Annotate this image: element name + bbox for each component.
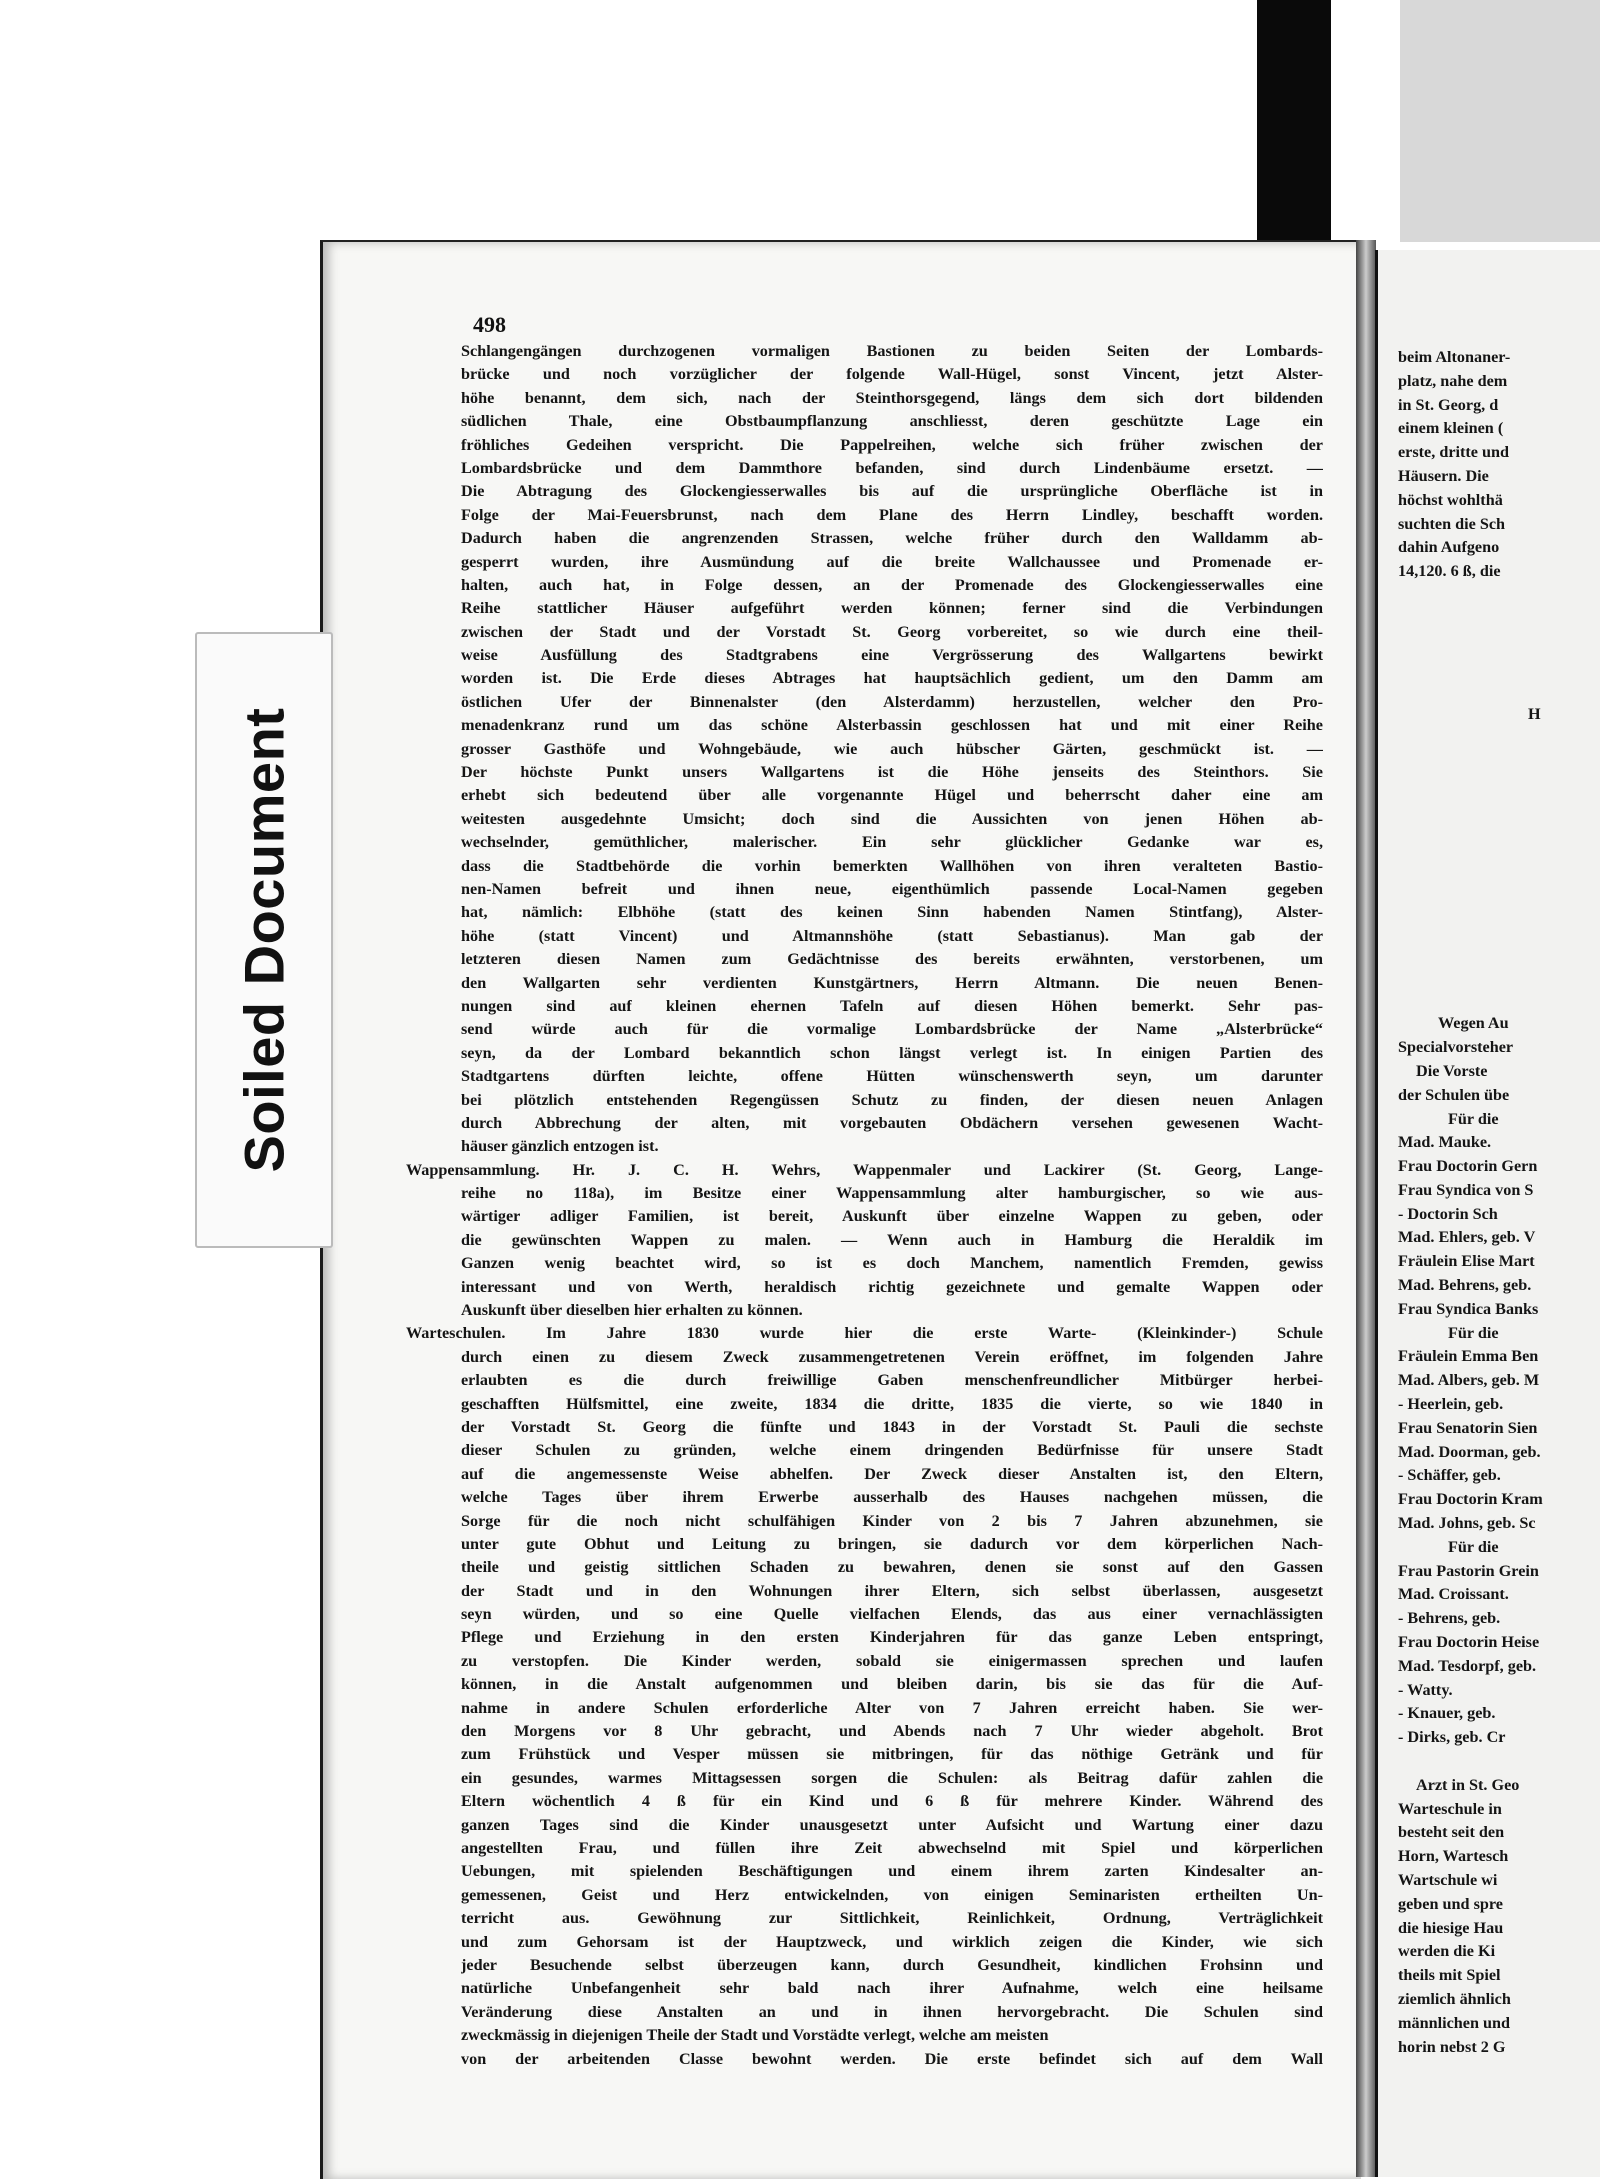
text-line: dieser Schulen zu gründen, welche einem dringenden Bedürfnisse für unsere Stadt <box>461 1441 1323 1460</box>
text-line: der Vorstadt St. Georg die fünfte und 1843 in der Vorstadt St. Pauli die sechste <box>461 1417 1323 1436</box>
text-line: erlaubten es die durch freiwillige Gaben menschenfreundlicher Mitbürger herbei- <box>461 1371 1323 1390</box>
text-line: fröhliches Gedeihen verspricht. Die Pappelreihen, welche sich früher zwischen der <box>461 435 1323 454</box>
right-text-line: 14,120. 6 ß, die <box>1398 562 1501 581</box>
right-text-line: Fräulein Emma Ben <box>1398 1347 1539 1366</box>
right-text-line: Frau Syndica von S <box>1398 1180 1534 1199</box>
right-text-line: einem kleinen ( <box>1398 419 1504 438</box>
text-line: die gewünschten Wappen zu malen. — Wenn auch in Hamburg die Heraldik im <box>461 1230 1323 1249</box>
text-line: brücke und noch vorzüglicher der folgende Wall-Hügel, sonst Vincent, jetzt Alster- <box>461 365 1323 384</box>
text-line: natürliche Unbefangenheit sehr bald nach ihrer Aufnahme, welch eine heilsame <box>461 1979 1323 1998</box>
right-text-line: - Schäffer, geb. <box>1398 1466 1501 1485</box>
right-text-line: Mad. Behrens, geb. <box>1398 1276 1532 1295</box>
right-text-line: werden die Ki <box>1398 1942 1496 1961</box>
text-line: Veränderung diese Anstalten an und in ihnen hervorgebracht. Die Schulen sind <box>461 2002 1323 2021</box>
right-text-line: Warteschule in <box>1398 1799 1502 1818</box>
right-text-line <box>1398 798 1600 822</box>
text-line: halten, auch hat, in Folge dessen, an der Promenade des Glockengiesserwalles eine <box>461 575 1323 594</box>
right-text-line: die hiesige Hau <box>1398 1918 1504 1937</box>
right-text-line <box>1398 774 1600 798</box>
text-line: seyn, da der Lombard bekanntlich schon längst verlegt ist. In einigen Partien des <box>461 1043 1323 1062</box>
right-text-line: Frau Pastorin Grein <box>1398 1561 1539 1580</box>
page-number: 498 <box>473 312 506 337</box>
text-line: der Stadt und in den Wohnungen ihrer Eltern, sich selbst überlassen, ausgesetzt <box>461 1581 1323 1600</box>
right-text-line: Wegen Au <box>1438 1014 1509 1033</box>
right-text-line <box>1398 679 1600 703</box>
right-text-line: - Dirks, geb. Cr <box>1398 1728 1506 1747</box>
right-text-line <box>1398 941 1600 965</box>
right-text-line: - Knauer, geb. <box>1398 1704 1496 1723</box>
text-line: geschafften Hülfsmittel, eine zweite, 1834 die dritte, 1835 die vierte, so wie 1840 in <box>461 1394 1323 1413</box>
text-line: reihe no 118a), im Besitze einer Wappensammlung alter hamburgischer, so wie aus- <box>461 1184 1323 1203</box>
right-text-line: Für die <box>1448 1537 1499 1556</box>
right-text-line <box>1398 584 1600 608</box>
text-line: und zum Gehorsam ist der Hauptzweck, und wirklich zeigen die Kinder, wie sich <box>461 1932 1323 1951</box>
right-text-line: männlichen und <box>1398 2013 1511 2032</box>
right-text-line: Mad. Johns, geb. Sc <box>1398 1514 1536 1533</box>
right-text-line: Mad. Albers, geb. M <box>1398 1371 1540 1390</box>
soiled-document-tab <box>195 632 333 1248</box>
right-text-line: Mad. Croissant. <box>1398 1585 1509 1604</box>
text-line: Stadtgartens dürften leichte, offene Hütten wünschenswerth seyn, um darunter <box>461 1067 1323 1086</box>
text-line: letzteren diesen Namen zum Gedächtnisse des bereits erwähnten, verstorbenen, um <box>461 950 1323 969</box>
text-line: Der höchste Punkt unsers Wallgartens ist die Höhe jenseits des Steinthors. Sie <box>461 763 1323 782</box>
right-page <box>1375 250 1600 2177</box>
text-line: Auskunft über dieselben hier erhalten zu können. <box>461 1301 803 1320</box>
right-text-line: Specialvorsteher <box>1398 1038 1514 1057</box>
right-text-line <box>1398 655 1600 679</box>
text-line: Eltern wöchentlich 4 ß für ein Kind und 6 ß für mehrere Kinder. Während des <box>461 1792 1323 1811</box>
right-text-line: erste, dritte und <box>1398 443 1510 462</box>
right-text-line: - Behrens, geb. <box>1398 1609 1501 1628</box>
right-text-line: - Heerlein, geb. <box>1398 1395 1504 1414</box>
right-text-line: Arzt in St. Geo <box>1416 1775 1520 1794</box>
text-line: Die Abtragung des Glockengiesserwalles bis auf die ursprüngliche Oberfläche ist in <box>461 482 1323 501</box>
text-line: wärtiger adliger Familien, ist bereit, Auskunft über einzelne Wappen zu geben, oder <box>461 1207 1323 1226</box>
right-text-line <box>1398 989 1600 1013</box>
right-text-line <box>1398 870 1600 894</box>
right-text-line: Für die <box>1448 1323 1499 1342</box>
text-line: Ganzen wenig beachtet wird, so ist es doch Manchem, namentlich Fremden, gewiss <box>461 1254 1323 1273</box>
text-line: zweckmässig in diejenigen Theile der Stadt und Vorstädte verlegt, welche am meisten <box>461 2026 1049 2045</box>
right-text-line: theils mit Spiel <box>1398 1966 1501 1985</box>
text-line: seyn würden, und so eine Quelle vielfachen Elends, das aus einer vernachlässigten <box>461 1605 1323 1624</box>
text-line: wechselnder, gemüthlicher, malerischer. Ein sehr glücklicher Gedanke war es, <box>461 833 1323 852</box>
right-text-line: höchst wohlthä <box>1398 490 1503 509</box>
book-gutter <box>1356 240 1376 2177</box>
text-line: zu verstopfen. Die Kinder werden, sobald sie einigermassen sprechen und laufen <box>461 1651 1323 1670</box>
right-text-line <box>1398 608 1600 632</box>
text-line: Reihe stattlicher Häuser aufgeführt werden können; ferner sind die Verbindungen <box>461 599 1323 618</box>
text-line: Schlangengängen durchzogenen vormaligen Bastionen zu beiden Seiten der Lombards- <box>461 342 1323 360</box>
right-page-text <box>1398 346 1600 2059</box>
right-text-line: ziemlich ähnlich <box>1398 1989 1511 2008</box>
text-line: zum Frühstück und Vesper müssen sie mitbringen, für das nöthige Getränk und für <box>461 1745 1323 1764</box>
text-line: durch einen zu diesem Zweck zusammengetretenen Verein eröffnet, im folgenden Jahre <box>461 1347 1323 1366</box>
right-text-line <box>1398 727 1600 751</box>
right-text-line <box>1398 965 1600 989</box>
text-line: grosser Gasthöfe und Wohngebäude, wie auch hübscher Gärten, geschmückt ist. — <box>461 739 1323 758</box>
right-text-line <box>1398 917 1600 941</box>
right-text-line: Die Vorste <box>1416 1061 1488 1080</box>
text-line: Uebungen, mit spielenden Beschäftigungen und einem ihrem zarten Kindesalter an- <box>461 1862 1323 1881</box>
right-text-line: der Schulen übe <box>1398 1085 1510 1104</box>
text-line: interessant und von Werth, heraldisch richtig gezeichnete und gemalte Wappen oder <box>461 1277 1323 1296</box>
right-text-line: Fräulein Elise Mart <box>1398 1252 1535 1271</box>
text-line: weitesten ausgedehnte Umsicht; doch sind die Aussichten von jenen Höhen ab- <box>461 809 1323 828</box>
text-line: terricht aus. Gewöhnung zur Sittlichkeit, Reinlichkeit, Ordnung, Verträglichkeit <box>461 1909 1323 1928</box>
text-line: unter gute Obhut und Leitung zu bringen, sie dadurch vor dem körperlichen Nach- <box>461 1534 1323 1553</box>
text-line: jeder Besuchende selbst überzeugen kann, durch Gesundheit, kindlichen Frohsinn und <box>461 1955 1323 1974</box>
right-text-line <box>1398 893 1600 917</box>
text-line: können, in die Anstalt aufgenommen und bleiben darin, bis sie das für die Auf- <box>461 1675 1323 1694</box>
text-line: nungen sind auf kleinen ehernen Tafeln auf diesen Höhen bemerkt. Sehr pas- <box>461 996 1323 1015</box>
text-line: ganzen Tages sind die Kinder unausgesetzt unter Aufsicht und Wartung einer dazu <box>461 1815 1323 1834</box>
text-line: höhe benannt, dem sich, nach der Steinthorsgegend, längs dem sich dort bildenden <box>461 388 1323 407</box>
right-text-line: Frau Doctorin Gern <box>1398 1157 1538 1176</box>
right-text-line: geben und spre <box>1398 1894 1503 1913</box>
text-line: dass die Stadtbehörde die vorhin bemerkten Wallhöhen von ihren veralteten Bastio- <box>461 856 1323 875</box>
right-text-line: horin nebst 2 G <box>1398 2037 1506 2056</box>
right-text-line: platz, nahe dem <box>1398 371 1508 390</box>
text-line: Lombardsbrücke und dem Dammthore befanden, sind durch Lindenbäume ersetzt. — <box>461 458 1323 477</box>
right-text-line <box>1398 1750 1600 1774</box>
right-text-line <box>1398 846 1600 870</box>
text-line: weise Ausfüllung des Stadtgrabens eine Vergrösserung des Wallgartens bewirkt <box>461 646 1323 665</box>
scan-edge-black <box>1257 0 1331 242</box>
text-line: höhe (statt Vincent) und Altmannshöhe (statt Sebastianus). Man gab der <box>461 926 1323 945</box>
text-line: gemessenen, Geist und Herz entwickelnden, von einigen Seminaristen ertheilten Un- <box>461 1885 1323 1904</box>
text-line: worden ist. Die Erde dieses Abtrages hat hauptsächlich gedient, um den Damm am <box>461 669 1323 688</box>
text-line: theile und geistig sittlichen Schaden zu bewahren, denen sie sonst auf den Gassen <box>461 1558 1323 1577</box>
right-text-line: Mad. Tesdorpf, geb. <box>1398 1656 1537 1675</box>
text-line: erhebt sich bedeutend über alle vorgenannte Hügel und beherrscht daher eine am <box>461 786 1323 805</box>
text-line: send würde auch für die vormalige Lombardsbrücke der Name „Alsterbrücke“ <box>461 1020 1323 1039</box>
text-line: südlichen Thale, eine Obstbaumpflanzung anschliesst, deren geschützte Lage ein <box>461 412 1323 431</box>
text-line: hat, nämlich: Elbhöhe (statt des keinen Sinn habenden Namen Stintfang), Alster- <box>461 903 1323 922</box>
right-text-line <box>1398 751 1600 775</box>
text-line: zwischen der Stadt und der Vorstadt St. Georg vorbereitet, so wie durch eine theil- <box>461 622 1323 641</box>
right-text-line: Frau Doctorin Kram <box>1398 1490 1543 1509</box>
soiled-document-label: Soiled Document <box>232 707 296 1173</box>
right-text-line: Für die <box>1448 1109 1499 1128</box>
right-text-line: dahin Aufgeno <box>1398 538 1500 557</box>
right-text-line: beim Altonaner- <box>1398 348 1511 366</box>
right-text-line: - Doctorin Sch <box>1398 1204 1498 1223</box>
text-line: nahme in andere Schulen erforderliche Alter von 7 Jahren erreicht haben. Sie wer- <box>461 1698 1323 1717</box>
right-text-line: besteht seit den <box>1398 1823 1505 1842</box>
right-text-line: Frau Senatorin Sien <box>1398 1418 1538 1437</box>
text-line: durch Abbrechung der alten, mit vorgebauten Obdächern versehen gewesenen Wacht- <box>461 1113 1323 1132</box>
text-line: häuser gänzlich entzogen ist. <box>461 1137 659 1156</box>
text-line: Wappensammlung. Hr. J. C. H. Wehrs, Wappenmaler und Lackirer (St. Georg, Lange- <box>406 1160 1323 1179</box>
right-text-line <box>1398 632 1600 656</box>
left-page-text <box>406 340 1323 2071</box>
right-text-line: Frau Syndica Banks <box>1398 1299 1539 1318</box>
right-text-line: Mad. Mauke. <box>1398 1133 1492 1152</box>
text-line: den Wallgarten sehr verdienten Kunstgärtners, Herrn Altmann. Die neuen Benen- <box>461 973 1323 992</box>
right-text-line: Horn, Wartesch <box>1398 1847 1509 1866</box>
text-line: auf die angemessenste Weise abhelfen. Der Zweck dieser Anstalten ist, den Eltern, <box>461 1464 1323 1483</box>
right-text-line: Mad. Doorman, geb. <box>1398 1442 1541 1461</box>
text-line: menadenkranz rund um das schöne Alsterbassin geschlossen hat und mit einer Reihe <box>461 716 1323 735</box>
text-line: Warteschulen. Im Jahre 1830 wurde hier die erste Warte- (Kleinkinder-) Schule <box>406 1324 1323 1343</box>
right-text-line: Wartschule wi <box>1398 1871 1498 1889</box>
scan-background <box>1400 0 1600 242</box>
text-line: welche Tages über ihrem Erwerbe ausserhalb des Hauses nachgehen müssen, die <box>461 1488 1323 1507</box>
text-line: Sorge für die noch nicht schulfähigen Kinder von 2 bis 7 Jahren abzunehmen, sie <box>461 1511 1323 1530</box>
text-line: ein gesundes, warmes Mittagsessen sorgen die Schulen: als Beitrag dafür zahlen die <box>461 1768 1323 1787</box>
right-text-line: in St. Georg, d <box>1398 395 1499 414</box>
right-text-line: suchten die Sch <box>1398 514 1506 533</box>
text-line: Dadurch haben die angrenzenden Strassen, welche früher durch den Walldamm ab- <box>461 529 1323 548</box>
right-text-line <box>1398 822 1600 846</box>
text-line: von der arbeitenden Classe bewohnt werden. Die erste befindet sich auf dem Wall <box>461 2049 1323 2068</box>
right-text-line: Mad. Ehlers, geb. V <box>1398 1228 1536 1247</box>
right-text-line: H <box>1528 704 1541 723</box>
text-line: Folge der Mai-Feuersbrunst, nach dem Plane des Herrn Lindley, beschafft worden. <box>461 505 1323 524</box>
text-line: gesperrt wurden, ihre Ausmündung auf die breite Wallchaussee und Promenade er- <box>461 552 1323 571</box>
left-page <box>320 240 1361 2179</box>
right-text-line: Häusern. Die <box>1398 466 1489 485</box>
text-line: den Morgens vor 8 Uhr gebracht, und Abends nach 7 Uhr wieder abgeholt. Brot <box>461 1722 1323 1741</box>
text-line: Pflege und Erziehung in den ersten Kinderjahren für das ganze Leben entspringt, <box>461 1628 1323 1647</box>
text-line: östlichen Ufer der Binnenalster (den Alsterdamm) herzustellen, welcher den Pro- <box>461 692 1323 711</box>
text-line: angestellten Frau, und füllen ihre Zeit abwechselnd mit Spiel und körperlichen <box>461 1839 1323 1857</box>
text-line: nen-Namen befreit und ihnen neue, eigenthümlich passende Local-Namen gegeben <box>461 879 1323 898</box>
right-text-line: - Watty. <box>1398 1680 1453 1699</box>
right-text-line: Frau Doctorin Heise <box>1398 1633 1540 1652</box>
text-line: bei plötzlich entstehenden Regengüssen Schutz zu finden, der diesen neuen Anlagen <box>461 1090 1323 1109</box>
